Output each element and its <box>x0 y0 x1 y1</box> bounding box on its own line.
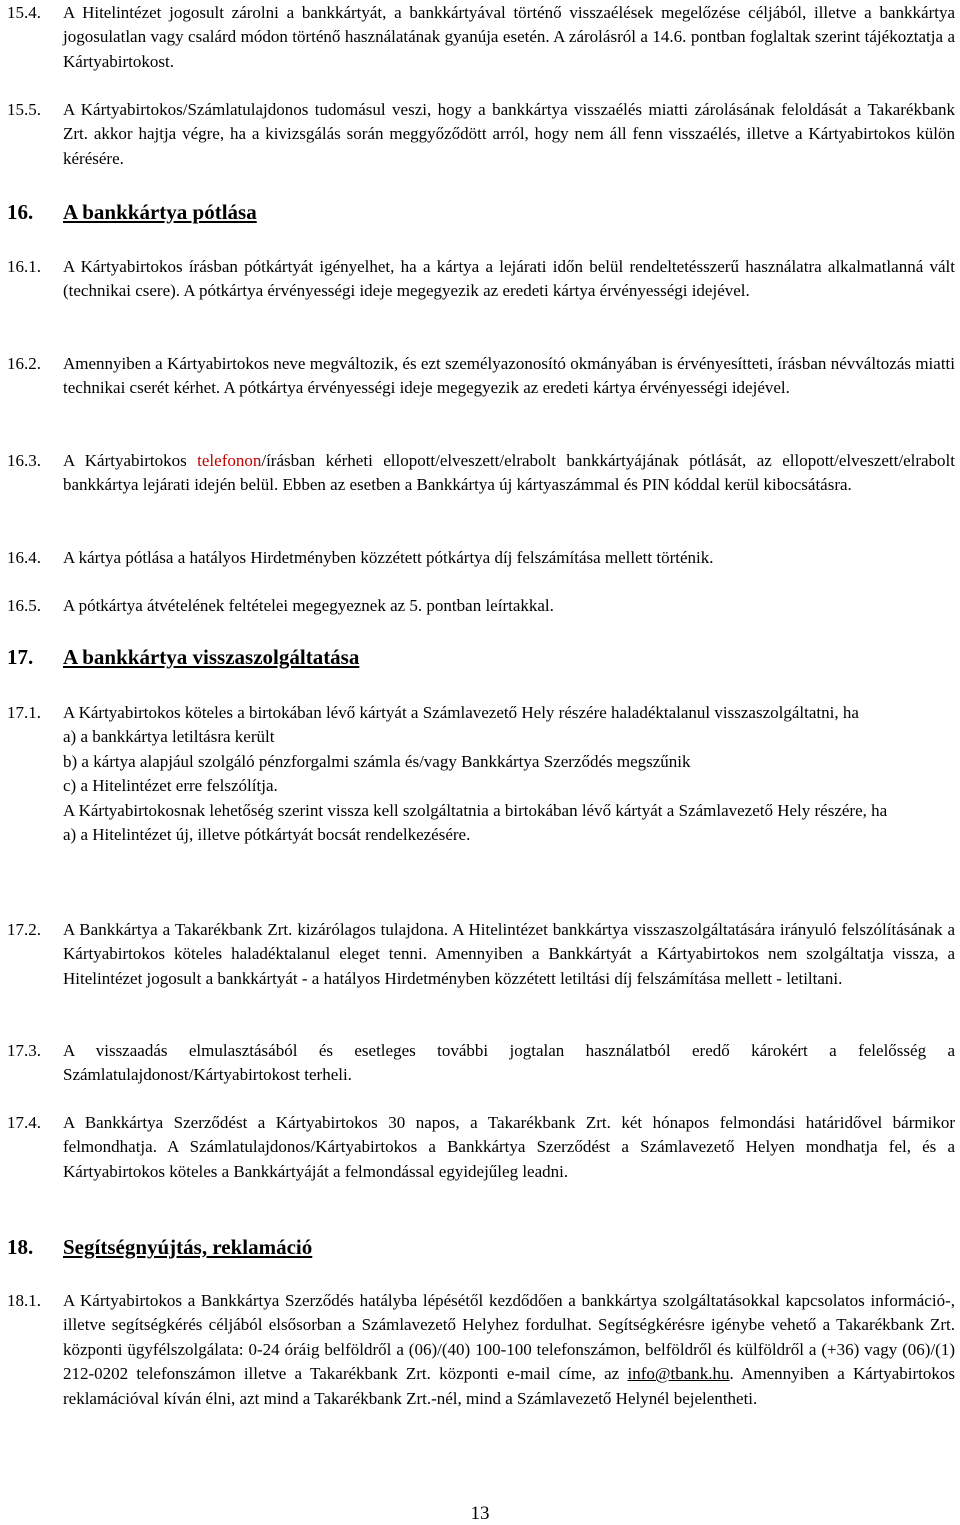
paragraph-text: Amennyiben a Kártyabirtokos neve megváltozik, és ezt személyazonosító okmányában is érvényesítteti, írásban névváltozás miatti technikai cserét kérhet. A pótkártya érvényességi ideje megegyezik az eredeti kártya érvényességi idejével. <box>63 354 955 398</box>
paragraph-number: 16.3. <box>7 451 41 470</box>
text-line: A Kártyabirtokos köteles a birtokában lévő kártyát a Számlavezető Hely részére haladéktalanul visszaszolgáltatni, ha <box>63 703 859 722</box>
section-number: 18. <box>7 1235 34 1259</box>
paragraph-text: A Bankkártya a Takarékbank Zrt. kizárólagos tulajdona. A Hitelintézet bankkártya visszaszolgáltatására irányuló felszólításának a Kártyabirtokos köteles haladéktalanul eleget tenni. Amennyiben a Bankkártyát a Kártyabirtokos nem szolgáltatja vissza, a Hitelintézet jogosult a bankkártyát - a hatályos Hirdetményben közzétett letiltási díj felszámítása mellett - letiltani. <box>63 920 955 988</box>
section-heading-18 <box>7 1235 312 1260</box>
paragraph-number: 17.1. <box>7 703 41 722</box>
paragraph-number: 15.4. <box>7 3 41 22</box>
paragraph-number: 17.4. <box>7 1113 41 1132</box>
section-title: A bankkártya visszaszolgáltatása <box>63 645 360 669</box>
text-segment: A Kártyabirtokos a Bankkártya Szerződés hatályba lépésétől kezdődően a bankkártya szolgáltatásokkal kapcsolatos információ-, illetve segítségkérés céljából elsősorban a Számlavezető Helyhez fordulhat. Segítségkérésre igénybe vehető a Takarékbank Zrt. központi ügyfélszolgálata: 0-24 óráig belföldről a (06)/(40) 100-100 telefonszámon, belföldről és külföldről a (+36) vagy (06)/(1) 212-0202 telefonszámon illetve a Takarékbank Zrt. központi e-mail címe, az <box>63 1291 955 1384</box>
text-segment: /írásban kérheti ellopott/elveszett/elrabolt bankkártyájának pótlását, az ellopott/elveszett/elrabolt bankkártya lejárati idején belül. Ebben az esetben a Bankkártya új kártyaszámmal és PIN kóddal kerül kibocsátásra. <box>63 451 955 495</box>
paragraph-15-5 <box>7 98 955 171</box>
text-line: A Kártyabirtokosnak lehetőség szerint vissza kell szolgáltatnia a birtokában lévő kártyát a Számlavezető Hely részére, ha <box>63 800 888 820</box>
paragraph-text <box>63 701 955 847</box>
section-title: Segítségnyújtás, reklamáció <box>63 1235 313 1259</box>
paragraph-number: 16.4. <box>7 548 41 567</box>
paragraph-text: A pótkártya átvételének feltételei megegyeznek az 5. pontban leírtakkal. <box>63 596 554 615</box>
paragraph-number: 17.3. <box>7 1041 41 1060</box>
paragraph-number: 16.2. <box>7 354 41 373</box>
paragraph-text: A visszaadás elmulasztásából és esetleges további jogtalan használatból eredő károkért a felelősség a Számlatulajdonost/Kártyabirtokost terheli. <box>63 1041 955 1085</box>
section-heading-16 <box>7 200 257 225</box>
paragraph-15-4 <box>7 1 955 74</box>
paragraph-17-1 <box>7 701 955 847</box>
paragraph-number: 16.1. <box>7 257 41 276</box>
paragraph-16-5 <box>7 594 955 618</box>
section-title: A bankkártya pótlása <box>63 200 257 224</box>
paragraph-text: A kártya pótlása a hatályos Hirdetményben közzétett pótkártya díj felszámítása mellett történik. <box>63 548 714 567</box>
list-item: c) a Hitelintézet erre felszólítja. <box>63 776 278 796</box>
paragraph-number: 17.2. <box>7 920 41 939</box>
text-segment: A Kártyabirtokos <box>63 451 198 470</box>
highlighted-word: telefonon <box>197 451 262 470</box>
paragraph-text <box>63 1289 955 1411</box>
section-heading-17 <box>7 645 359 670</box>
paragraph-16-3 <box>7 449 955 498</box>
paragraph-number: 16.5. <box>7 596 41 615</box>
text-segment: . Amennyiben a Kártyabirtokos reklamációval kíván élni, azt mind a Takarékbank Zrt.-nél, mind a Számlavezető Helynél bejelentheti. <box>63 1364 955 1408</box>
email-link[interactable]: info@tbank.hu <box>627 1364 730 1384</box>
paragraph-number: 15.5. <box>7 100 41 119</box>
list-item: a) a bankkártya letiltásra került <box>63 727 275 747</box>
paragraph-text: A Kártyabirtokos írásban pótkártyát igényelhet, ha a kártya a lejárati időn belül rendeltetésszerű használatra alkalmatlanná vált (technikai csere). A pótkártya érvényességi ideje megegyezik az eredeti kártya érvényességi idejével. <box>63 257 955 301</box>
section-number: 16. <box>7 200 34 224</box>
paragraph-17-4 <box>7 1111 955 1184</box>
list-item: b) a kártya alapjául szolgáló pénzforgalmi számla és/vagy Bankkártya Szerződés megszűnik <box>63 751 691 771</box>
paragraph-text <box>63 449 955 498</box>
paragraph-text: A Hitelintézet jogosult zárolni a bankkártyát, a bankkártyával történő visszaélések megelőzése céljából, illetve a bankkártya jogosulatlan vagy csalárd módon történő használatának gyanúja esetén. A zárolásról a 14.6. pontban foglaltak szerint tájékoztatja a Kártyabirtokost. <box>63 3 955 71</box>
paragraph-number: 18.1. <box>7 1291 41 1310</box>
paragraph-17-3 <box>7 1039 955 1088</box>
list-item: a) a Hitelintézet új, illetve pótkártyát bocsát rendelkezésére. <box>63 825 471 845</box>
page-number: 13 <box>470 1503 490 1524</box>
section-number: 17. <box>7 645 34 669</box>
paragraph-16-4 <box>7 546 955 570</box>
paragraph-text: A Bankkártya Szerződést a Kártyabirtokos 30 napos, a Takarékbank Zrt. két hónapos felmondási határidővel bármikor felmondhatja. A Számlatulajdonos/Kártyabirtokos a Bankkártya Szerződést a Számlavezető Helyen mondhatja fel, és a Kártyabirtokos köteles a Bankkártyáját a felmondással egyidejűleg leadni. <box>63 1113 955 1181</box>
paragraph-16-2 <box>7 352 955 401</box>
paragraph-16-1 <box>7 255 955 304</box>
paragraph-text: A Kártyabirtokos/Számlatulajdonos tudomásul veszi, hogy a bankkártya visszaélés miatti zárolásának feloldását a Takarékbank Zrt. akkor hajtja végre, ha a kivizsgálás során meggyőződött arról, hogy nem áll fenn visszaélés, illetve a Kártyabirtokos külön kérésére. <box>63 100 955 168</box>
paragraph-18-1 <box>7 1289 955 1411</box>
paragraph-17-2 <box>7 918 955 991</box>
